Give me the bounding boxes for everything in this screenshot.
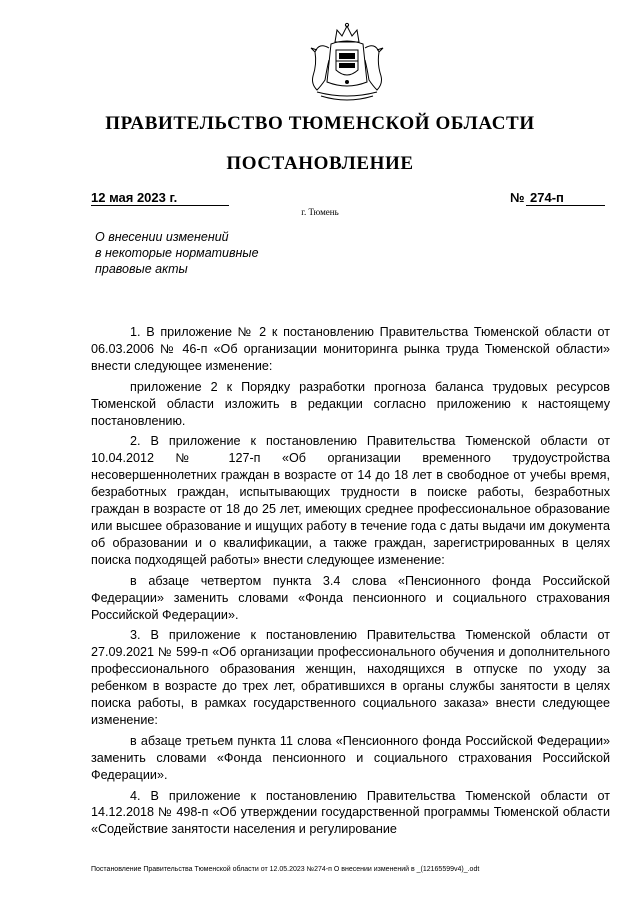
body-paragraph: 3. В приложение к постановлению Правительства Тюменской области от 27.09.2021 № 599-п «Об организации профессионального обучения и дополнительного профессионального образования женщин, находящихся в отпуске по уходу за ребенком в возрасте до трех лет, обратившихся в органы службы занятости в целях поиска работы, в рамках государственного социального заказа» внести следующее изменение: xyxy=(91,628,610,727)
document-body xyxy=(91,324,610,842)
government-title: ПРАВИТЕЛЬСТВО ТЮМЕНСКОЙ ОБЛАСТИ xyxy=(105,113,535,134)
subject-line: О внесении изменений xyxy=(95,230,229,244)
document-subject xyxy=(95,229,315,277)
document-number-value: 274-п xyxy=(526,190,605,206)
body-paragraph: в абзаце третьем пункта 11 слова «Пенсионного фонда Российской Федерации» заменить словами «Фонда пенсионного и социального страхования Российской Федерации». xyxy=(91,733,610,782)
body-paragraph: в абзаце четвертом пункта 3.4 слова «Пенсионного фонда Российской Федерации» заменить словами «Фонда пенсионного и социального страхования Российской Федерации». xyxy=(91,573,610,622)
document-date xyxy=(91,190,229,206)
subject-line: в некоторые нормативные xyxy=(95,246,259,260)
document-number xyxy=(510,190,605,205)
document-footer: Постановление Правительства Тюменской области от 12.05.2023 №274-п О внесении изменений в _(12165599v4)_.odt xyxy=(91,866,480,873)
city-label: г. Тюмень xyxy=(301,207,339,217)
body-paragraph: приложение 2 к Порядку разработки прогноза баланса трудовых ресурсов Тюменской области изложить в редакции согласно приложению к настоящему постановлению. xyxy=(91,379,610,428)
document-date-text: 12 мая 2023 г. xyxy=(91,190,178,205)
number-sign: № xyxy=(510,190,525,205)
coat-of-arms-icon xyxy=(295,20,399,102)
body-paragraph: 2. В приложение к постановлению Правительства Тюменской области от 10.04.2012 № 127-п «Об организации временного трудоустройства несовершеннолетних граждан в возрасте от 14 до 18 лет в свободное от учебы время, безработных граждан, испытывающих трудности в поиске работы, безработных граждан в возрасте от 18 до 25 лет, имеющих среднее профессиональное образование или высшее образование и ищущих работу в течение года с даты выдачи им документа об образовании и о квалификации, а также граждан, зарегистрированных в целях поиска подходящей работы» внести следующее изменение: xyxy=(91,434,610,567)
subject-line: правовые акты xyxy=(95,262,188,276)
document-kind-title: ПОСТАНОВЛЕНИЕ xyxy=(226,153,414,174)
body-paragraph: 4. В приложение к постановлению Правительства Тюменской области от 14.12.2018 № 498-п «Об утверждении государственной программы Тюменской области «Содействие занятости населения и регулирование xyxy=(91,788,610,837)
body-paragraph: 1. В приложение № 2 к постановлению Правительства Тюменской области от 06.03.2006 № 46-п «Об организации мониторинга рынка труда Тюменской области» внести следующее изменение: xyxy=(91,325,610,373)
